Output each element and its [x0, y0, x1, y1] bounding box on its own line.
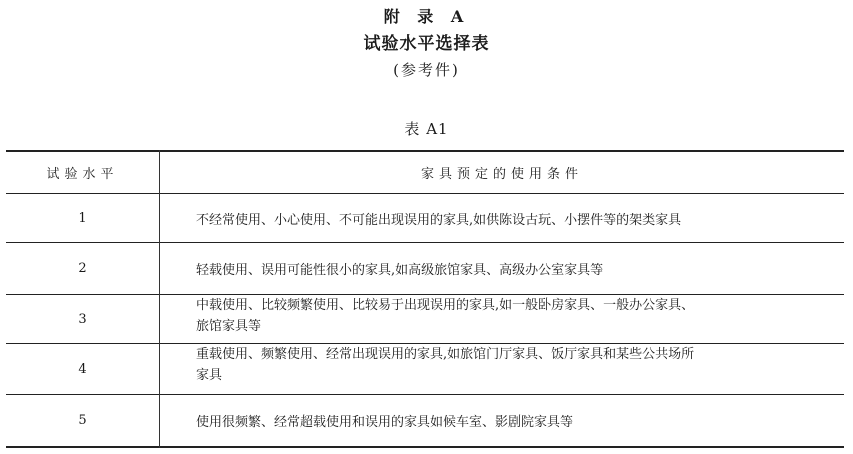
condition-line: 家具 [196, 368, 223, 383]
table-row-level: 3 [78, 311, 87, 327]
condition-line: 旅馆家具等 [196, 319, 262, 334]
table-row-condition [196, 295, 836, 343]
table-row-level: 5 [78, 413, 87, 428]
test-level-table [6, 150, 844, 448]
table-row-level: 1 [78, 210, 87, 226]
table-row-condition [196, 344, 836, 394]
table-caption: 表 A1 [404, 120, 449, 138]
document-title: 试验水平选择表 [363, 34, 490, 54]
table-bottom-rule [6, 446, 844, 448]
document-subtitle: (参考件) [393, 61, 460, 79]
table-row-condition: 不经常使用、小心使用、不可能出现误用的家具,如供陈设古玩、小摆件等的架类家具 [196, 212, 682, 228]
column-header-usage-conditions: 家具预定的使用条件 [420, 167, 583, 182]
condition-line: 重载使用、频繁使用、经常出现误用的家具,如旅馆门厅家具、饭厅家具和某些公共场所 [196, 347, 695, 362]
table-row-level: 2 [78, 261, 87, 276]
table-row-condition: 使用很频繁、经常超载使用和误用的家具如候车室、影剧院家具等 [196, 415, 574, 430]
table-row-level: 4 [78, 361, 87, 377]
condition-line: 中载使用、比较频繁使用、比较易于出现误用的家具,如一般卧房家具、一般办公家具、 [196, 298, 695, 313]
table-row-condition: 轻载使用、误用可能性很小的家具,如高级旅馆家具、高级办公室家具等 [196, 263, 604, 278]
appendix-label: 附 录 A [383, 7, 470, 26]
column-divider [159, 150, 160, 448]
column-header-test-level: 试验水平 [46, 167, 119, 182]
